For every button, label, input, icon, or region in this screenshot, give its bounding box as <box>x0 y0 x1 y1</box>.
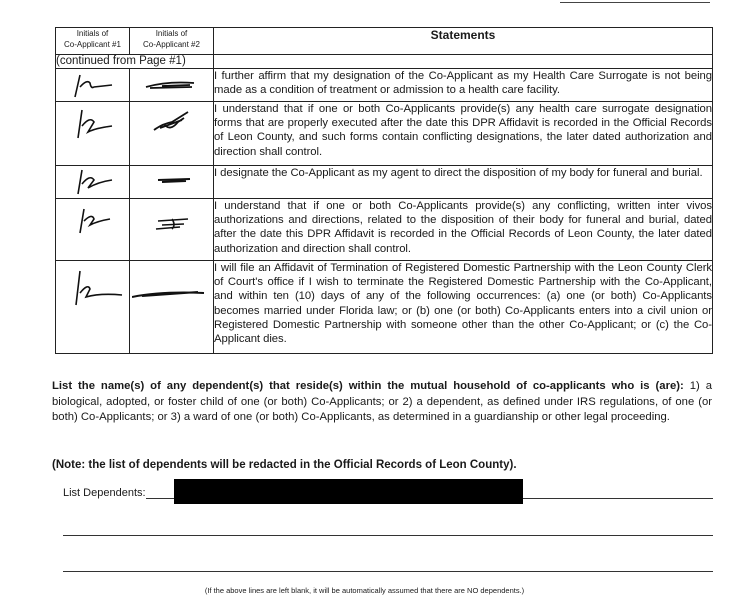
dependents-paragraph-rest: 1) a biological, adopted, or foster child of one (or both) Co-Applicants; or 2) a dependent, as defined under IRS regulations, of one (or both) Co-Applicants; or 3) a ward of one (or both) Co-Applicants, as determined in a guardianship or other legal proceeding. <box>52 380 713 423</box>
initials-1-signature-icon <box>56 199 130 261</box>
initials-2-signature-icon <box>130 69 214 102</box>
dependents-line-3[interactable] <box>63 571 713 572</box>
initials-1-signature-icon <box>56 69 130 102</box>
col1-header: Initials of Co-Applicant #1 <box>56 28 130 55</box>
initials-1-signature-icon <box>56 261 130 354</box>
table-row <box>56 261 713 354</box>
dependents-paragraph <box>52 379 712 426</box>
blank-lines-footnote: (If the above lines are left blank, it will be automatically assumed that there are NO dependents.) <box>204 586 525 595</box>
dependents-line-2[interactable] <box>63 535 713 536</box>
table-row <box>56 199 713 261</box>
list-dependents-label: List Dependents: <box>63 487 146 499</box>
initials-1-signature-icon <box>56 102 130 166</box>
statement-text: I understand that if one or both Co-Applicants provide(s) any health care surrogate designation forms that are properly executed after the date this DPR Affidavit is recorded in the Official Records of Leon County, and such forms contain conflicting designations, the later dated authorization and direction shall control. <box>214 102 713 166</box>
table-row <box>56 69 713 102</box>
table-row <box>56 166 713 199</box>
statement-text: I will file an Affidavit of Termination of Registered Domestic Partnership with the Leon County Clerk of Court's office if I wish to terminate the Registered Domestic Partnership with the Co-Applicant, and within ten (10) days of any of the following occurrences: (a) one (or both) Co-Applicants becomes married under Florida law; or (b) one (or both) Co-Applicants enters into a civil union or Registered Domestic Partnership with someone other than the other Co-Applicant; or (c) the Co-Applicant dies. <box>214 261 713 354</box>
initials-2-signature-icon <box>130 199 214 261</box>
initials-2-signature-icon <box>130 261 214 354</box>
dependents-paragraph-lead: List the name(s) of any dependent(s) that reside(s) within the mutual household of co-applicants who is (are): <box>52 380 684 392</box>
redaction-note: (Note: the list of dependents will be redacted in the Official Records of Leon County). <box>52 459 517 471</box>
col2-header: Initials of Co-Applicant #2 <box>130 28 214 55</box>
statement-text: I understand that if one or both Co-Applicants provide(s) any conflicting, written inter vivos authorizations and directions, related to the disposition of their body for funeral and burial, dated after the date this DPR Affidavit is recorded in the Official Records of Leon County, the later dated authorization and direction shall control. <box>214 199 713 261</box>
statement-text: I further affirm that my designation of the Co-Applicant as my Health Care Surrogate is not being made as a condition of treatment or admission to a health care facility. <box>214 69 713 102</box>
redaction-bar <box>174 479 523 504</box>
statements-table <box>55 27 713 354</box>
statement-text: I designate the Co-Applicant as my agent to direct the disposition of my body for funeral and burial. <box>214 166 713 199</box>
continued-row <box>56 55 713 69</box>
top-edge-line <box>560 2 710 3</box>
table-header-row <box>56 28 713 55</box>
continued-label: (continued from Page #1) <box>56 55 214 69</box>
table-row <box>56 102 713 166</box>
initials-2-signature-icon <box>130 166 214 199</box>
initials-1-signature-icon <box>56 166 130 199</box>
statements-header: Statements <box>214 28 713 55</box>
initials-2-signature-icon <box>130 102 214 166</box>
